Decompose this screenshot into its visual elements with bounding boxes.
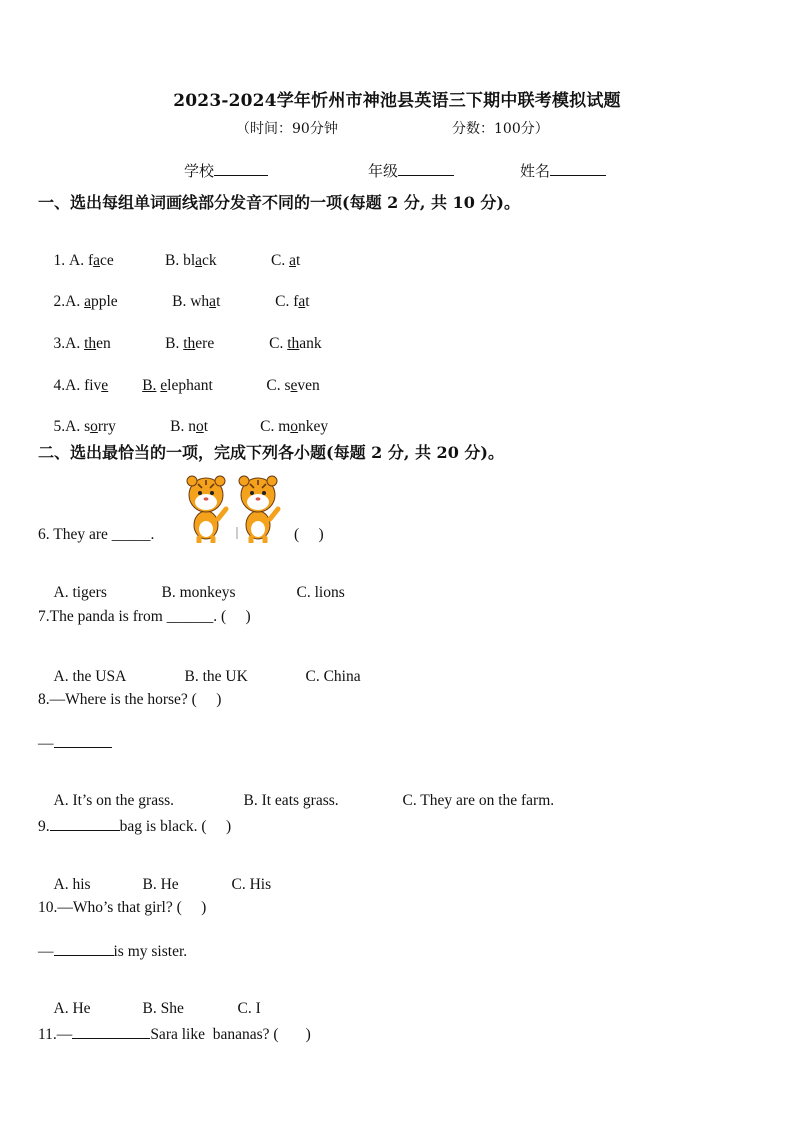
option-b[interactable]: B. He <box>142 876 179 893</box>
name-field[interactable] <box>520 160 606 181</box>
option-a[interactable]: A. five <box>65 377 109 394</box>
question-10-stem: 10.—Who’s that girl? ( ) <box>38 899 207 916</box>
option-c[interactable]: C. lions <box>296 584 345 601</box>
option-a[interactable]: A. sorry <box>65 418 116 435</box>
option-a[interactable]: A. He <box>53 1000 91 1017</box>
answer-blank[interactable] <box>54 733 112 748</box>
question-7-stem: 7.The panda is from ______. ( ) <box>38 608 251 625</box>
option-c[interactable]: C. They are on the farm. <box>402 792 555 809</box>
question-number: 3. <box>53 335 66 352</box>
option-c[interactable]: C. fat <box>275 293 310 310</box>
tiger-cartoon-icon <box>180 475 290 543</box>
option-c[interactable]: C. seven <box>266 377 320 394</box>
option-b[interactable]: B. not <box>170 418 209 435</box>
section-1-heading: 一、选出每组单词画线部分发音不同的一项(每题 2 分, 共 10 分)。 <box>38 193 520 212</box>
option-a[interactable]: A. face <box>69 252 114 269</box>
option-b[interactable]: elephant <box>160 377 213 394</box>
option-b[interactable]: B. what <box>172 293 221 310</box>
grade-field[interactable] <box>368 160 454 181</box>
option-c[interactable]: C. China <box>305 668 361 685</box>
dash: — <box>38 943 54 960</box>
question-number: 5. <box>53 418 66 435</box>
option-a[interactable]: A. then <box>65 335 111 352</box>
option-a[interactable]: A. the USA <box>53 668 127 685</box>
option-b-label: B. <box>142 377 157 394</box>
option-b[interactable]: B. the UK <box>184 668 248 685</box>
tiger-right <box>239 476 278 542</box>
answer-blank[interactable] <box>72 1024 150 1039</box>
option-c[interactable]: C. His <box>231 876 272 893</box>
school-blank[interactable] <box>214 161 268 176</box>
question-number: 1. <box>53 252 69 269</box>
question-8-answer-line[interactable] <box>38 733 112 753</box>
question-number: 9. <box>38 818 50 835</box>
answer-blank[interactable] <box>54 941 114 956</box>
grade-label: 年级 <box>368 162 399 180</box>
question-number: 2. <box>53 293 66 310</box>
tiger-left <box>187 476 226 542</box>
option-c[interactable]: C. monkey <box>260 418 329 435</box>
page-title: 2023-2024学年忻州市神池县英语三下期中联考模拟试题 <box>173 91 621 111</box>
question-11-stem: 11.— Sara like bananas? ( ) <box>38 1026 311 1043</box>
dash: — <box>38 735 54 752</box>
option-c[interactable]: C. I <box>237 1000 261 1017</box>
option-a[interactable]: A. apple <box>65 293 118 310</box>
option-a[interactable]: A. It’s on the grass. <box>53 792 175 809</box>
name-blank[interactable] <box>550 161 606 176</box>
option-a[interactable]: A. his <box>53 876 91 893</box>
question-6-stem: 6. They are _____. <box>38 526 155 543</box>
answer-blank[interactable] <box>50 816 120 831</box>
question-number: 4. <box>53 377 66 394</box>
exam-score: 分数：100分） <box>452 121 549 137</box>
question-9-stem: 9. bag is black. ( ) <box>38 818 232 835</box>
question-6-answer-paren[interactable]: ( ) <box>294 526 324 543</box>
option-b[interactable]: B. black <box>165 252 217 269</box>
school-field[interactable] <box>184 160 268 181</box>
section-2-heading: 二、选出最恰当的一项，完成下列各小题(每题 2 分, 共 20 分)。 <box>38 443 504 462</box>
option-a[interactable]: A. tigers <box>53 584 107 601</box>
question-10-answer-line: — is my sister. <box>38 943 188 960</box>
question-number: 11.— <box>38 1026 73 1043</box>
option-b[interactable]: B. monkeys <box>161 584 236 601</box>
option-c[interactable]: C. thank <box>269 335 322 352</box>
option-b[interactable]: B. there <box>165 335 215 352</box>
name-label: 姓名 <box>520 162 551 180</box>
option-b[interactable]: B. It eats grass. <box>243 792 339 809</box>
question-8-stem: 8.—Where is the horse? ( ) <box>38 691 222 708</box>
option-c[interactable]: C. at <box>271 252 301 269</box>
exam-time: （时间：90分钟 <box>236 121 338 137</box>
option-b[interactable]: B. She <box>142 1000 184 1017</box>
school-label: 学校 <box>184 162 215 180</box>
grade-blank[interactable] <box>398 161 454 176</box>
